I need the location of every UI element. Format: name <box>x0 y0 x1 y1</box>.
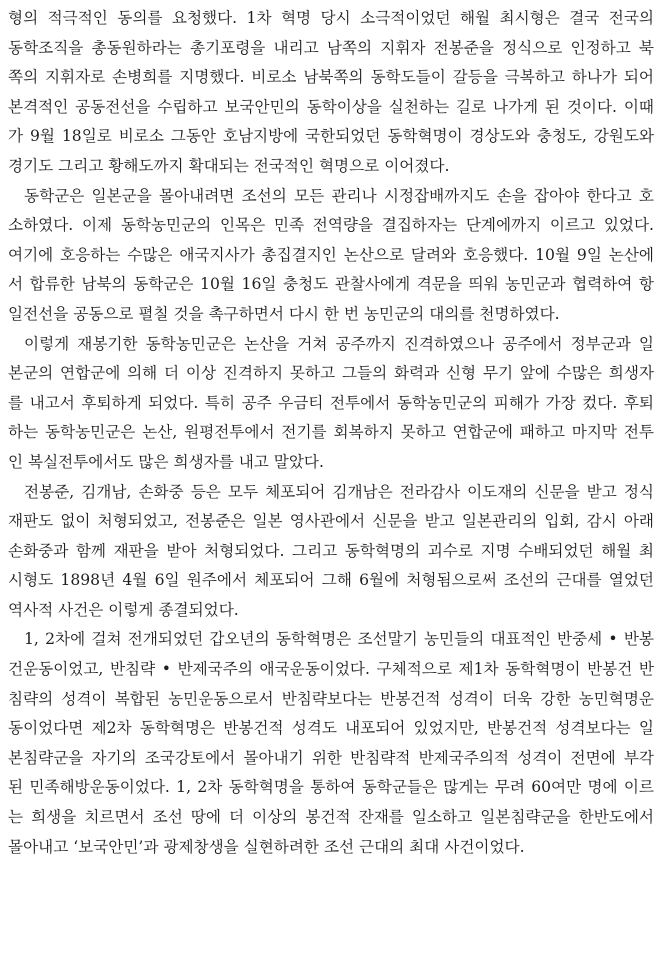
text-line: 가 9월 18일로 비로소 그동안 호남지방에 국한되었던 동학혁명이 경상도와 충청도, 강원도와 <box>8 127 654 146</box>
text-line: 경기도 그리고 황해도까지 확대되는 전국적인 혁명으로 이어졌다. <box>8 156 450 175</box>
text-line: 본격적인 공동전선을 수립하고 보국안민의 동학이상을 실천하는 길로 나가게 된 것이다. 이때 <box>8 97 654 116</box>
paragraph <box>8 625 654 862</box>
text-line: 소하였다. 이제 동학농민군의 인목은 민족 전역량을 결집하자는 단계에까지 이르고 있었다. <box>8 216 654 235</box>
text-line: 재판도 없이 처형되었고, 전봉준은 일본 영사관에서 신문을 받고 일본관리의 입회, 감시 아래 <box>8 512 654 531</box>
text-line: 는 희생을 치르면서 조선 땅에 더 이상의 봉건적 잔재를 일소하고 일본침략군을 한반도에서 <box>8 808 654 827</box>
text-line: 여기에 호응하는 수많은 애국지사가 총집결지인 논산으로 달려와 호응했다. 10월 9일 논산에 <box>8 245 654 264</box>
text-line: 쪽의 지휘자로 손병희를 지명했다. 비로소 남북쪽의 동학도들이 갈등을 극복하고 하나가 되어 <box>8 68 654 87</box>
text-line: 건운동이었고, 반침략 • 반제국주의 애국운동이었다. 구체적으로 제1차 동학혁명이 반봉건 반 <box>8 660 654 679</box>
paragraph <box>8 182 654 330</box>
text-line: 동학조직을 총동원하라는 총기포령을 내리고 남쪽의 지휘자 전봉준을 정식으로 인정하고 북 <box>8 38 654 57</box>
text-line: 이렇게 재봉기한 동학농민군은 논산을 거쳐 공주까지 진격하였으나 공주에서 정부군과 일 <box>24 334 654 353</box>
paragraph <box>8 478 654 626</box>
text-line: 본침략군을 자기의 조국강토에서 몰아내기 위한 반침략적 반제국주의적 성격이 전면에 부각 <box>8 748 654 767</box>
text-line: 동학군은 일본군을 몰아내려면 조선의 모든 관리나 시정잡배까지도 손을 잡아야 한다고 호 <box>24 186 654 205</box>
text-line: 전봉준, 김개남, 손화중 등은 모두 체포되어 김개남은 전라감사 이도재의 신문을 받고 정식 <box>24 482 654 501</box>
text-line: 일전선을 공동으로 펼칠 것을 촉구하면서 다시 한 번 농민군의 대의를 천명하였다. <box>8 304 560 323</box>
text-line: 손화중과 함께 재판을 받아 처형되었다. 그리고 동학혁명의 괴수로 지명 수배되었던 해월 최 <box>8 541 654 560</box>
text-line: 를 내고서 후퇴하게 되었다. 특히 공주 우금티 전투에서 동학농민군의 피해가 가장 컸다. 후퇴 <box>8 393 654 412</box>
text-line: 역사적 사건은 이렇게 종결되었다. <box>8 600 239 619</box>
text-line: 된 민족해방운동이었다. 1, 2차 동학혁명을 통하여 동학군들은 많게는 무려 60여만 명에 이르 <box>8 778 654 797</box>
text-line: 본군의 연합군에 의해 더 이상 진격하지 못하고 그들의 화력과 신형 무기 앞에 수많은 희생자 <box>8 364 654 383</box>
text-line: 형의 적극적인 동의를 요청했다. 1차 혁명 당시 소극적이었던 해월 최시형은 결국 전국의 <box>8 9 654 27</box>
text-line: 몰아내고 ‘보국안민’과 광제창생을 실현하려한 조선 근대의 최대 사건이었다. <box>8 837 525 856</box>
text-line: 침략의 성격이 복합된 농민운동으로서 반침략보다는 반봉건적 성격이 더욱 강한 농민혁명운 <box>8 689 654 708</box>
document-page <box>8 4 654 862</box>
text-line: 서 합류한 남북의 동학군은 10월 16일 충청도 관찰사에게 격문을 띄워 농민군과 협력하여 항 <box>8 275 654 294</box>
paragraph <box>8 4 654 182</box>
text-line: 동이었다면 제2차 동학혁명은 반봉건적 성격도 내포되어 있었지만, 반봉건적 성격보다는 일 <box>8 719 654 738</box>
text-line: 시형도 1898년 4월 6일 원주에서 체포되어 그해 6월에 처형됨으로써 조선의 근대를 열었던 <box>8 571 654 590</box>
paragraph <box>8 330 654 478</box>
text-line: 1, 2차에 걸쳐 전개되었던 갑오년의 동학혁명은 조선말기 농민들의 대표적인 반중세 • 반봉 <box>24 630 654 649</box>
text-line: 하는 동학농민군은 논산, 원평전투에서 전기를 회복하지 못하고 연합군에 패하고 마지막 전투 <box>8 423 654 442</box>
text-line: 인 복실전투에서도 많은 희생자를 내고 말았다. <box>8 452 324 471</box>
